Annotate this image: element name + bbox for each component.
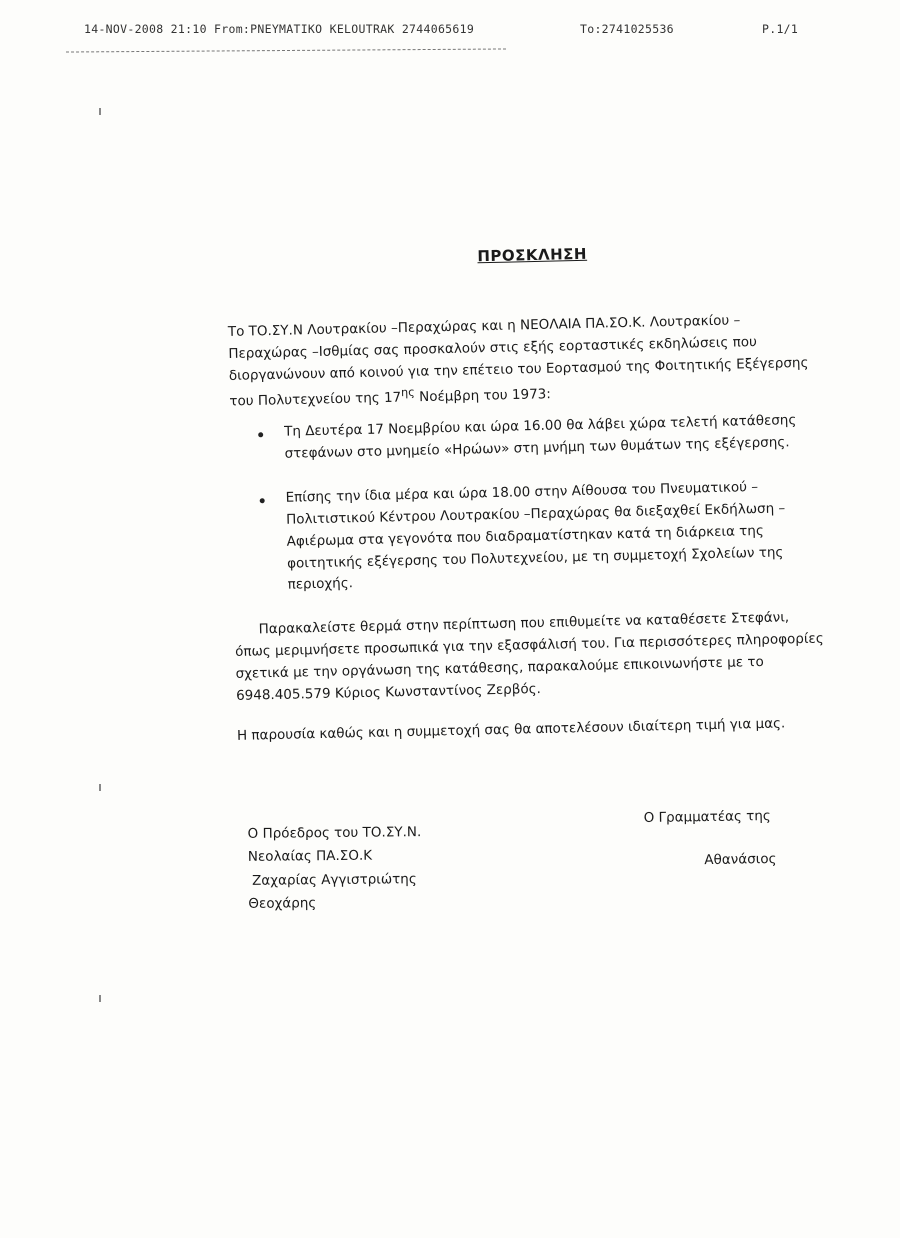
event-text: Επίσης την ίδια μέρα και ώρα 18.00 στην Αίθουσα του Πνευματικού –Πολιτιστικού Κέντρου Λουτρακίου –Περαχώρας θα διεξαχθεί Εκδήλωση –Αφιέρωμα στα γεγονότα που διαδραματίστηκαν κατά τη διάρκεια της φοιτητικής εξέγερσης του Πολυτεχνείου, με τη συμμετοχή Σχολείων της περιοχής.	[285, 478, 786, 594]
scan-artifact-line	[66, 48, 506, 52]
signature-left-line-1: Ο Πρόεδρος του ΤΟ.ΣΥ.Ν.	[247, 824, 422, 842]
signature-right-name: Αθανάσιος	[704, 851, 777, 869]
document-title: ΠΡΟΣΚΛΗΣΗ	[477, 244, 588, 266]
fax-page-number: P.1/1	[762, 22, 799, 36]
list-item	[259, 476, 823, 598]
bullet-icon	[260, 498, 265, 503]
scan-artifact-mark	[99, 995, 101, 1002]
signature-left-line-3: Ζαχαρίας Αγγιστριώτης	[252, 871, 417, 889]
closing-line: Η παρουσία καθώς και η συμμετοχή σας θα αποτελέσουν ιδιαίτερη τιμή για μας.	[236, 715, 786, 744]
signature-left-line-2: Νεολαίας ΠΑ.ΣΟ.Κ	[247, 848, 373, 866]
intro-paragraph	[228, 309, 820, 413]
fax-to-line: To:2741025536	[580, 22, 674, 36]
signature-right-role: Ο Γραμματέας της	[643, 808, 771, 827]
signature-left-line-4: Θεοχάρης	[248, 895, 317, 913]
intro-text: Το ΤΟ.ΣΥ.Ν Λουτρακίου –Περαχώρας και η ΝΕΟΛΑΙΑ ΠΑ.ΣΟ.Κ. Λουτρακίου –Περαχώρας –Ισθμίας σας προσκαλούν στις εξής εορταστικές εκδηλώσεις που διοργανώνουν από κοινού για την επέτειο του Εορτασμού της Φοιτητικής Εξέγερσης του Πολυτεχνείου της 17	[227, 312, 809, 410]
signature-block-right	[643, 805, 776, 874]
signature-block-left	[248, 821, 423, 917]
scan-artifact-mark	[99, 784, 101, 791]
fax-from-line: 14-NOV-2008 21:10 From:PNEYMATIKO KELOUTRAK 2744065619	[84, 22, 475, 36]
bullet-icon	[258, 432, 263, 437]
event-list	[230, 410, 824, 598]
request-paragraph: Παρακαλείστε θερμά στην περίπτωση που επιθυμείτε να καταθέσετε Στεφάνι, όπως μεριμνήσετε προσωπικά για την εξασφάλισή του. Για περισσότερες πληροφορίες σχετικά με την οργάνωση της κατάθεσης, παρακαλούμε επικοινωνήστε με το 6948.405.579 Κύριος Κωνσταντίνος Ζερβός.	[234, 609, 824, 704]
event-text: Τη Δευτέρα 17 Νοεμβρίου και ώρα 16.00 θα λάβει χώρα τελετή κατάθεσης στεφάνων στο μνημείο «Ηρώων» στη μνήμη των θυμάτων της εξέγερσης.	[283, 412, 797, 462]
intro-ordinal-suffix: ης	[400, 385, 415, 399]
list-item	[258, 410, 821, 466]
intro-text-end: Νοέμβρη του 1973:	[414, 386, 552, 406]
fax-header	[0, 18, 900, 42]
scan-artifact-mark	[99, 108, 101, 115]
